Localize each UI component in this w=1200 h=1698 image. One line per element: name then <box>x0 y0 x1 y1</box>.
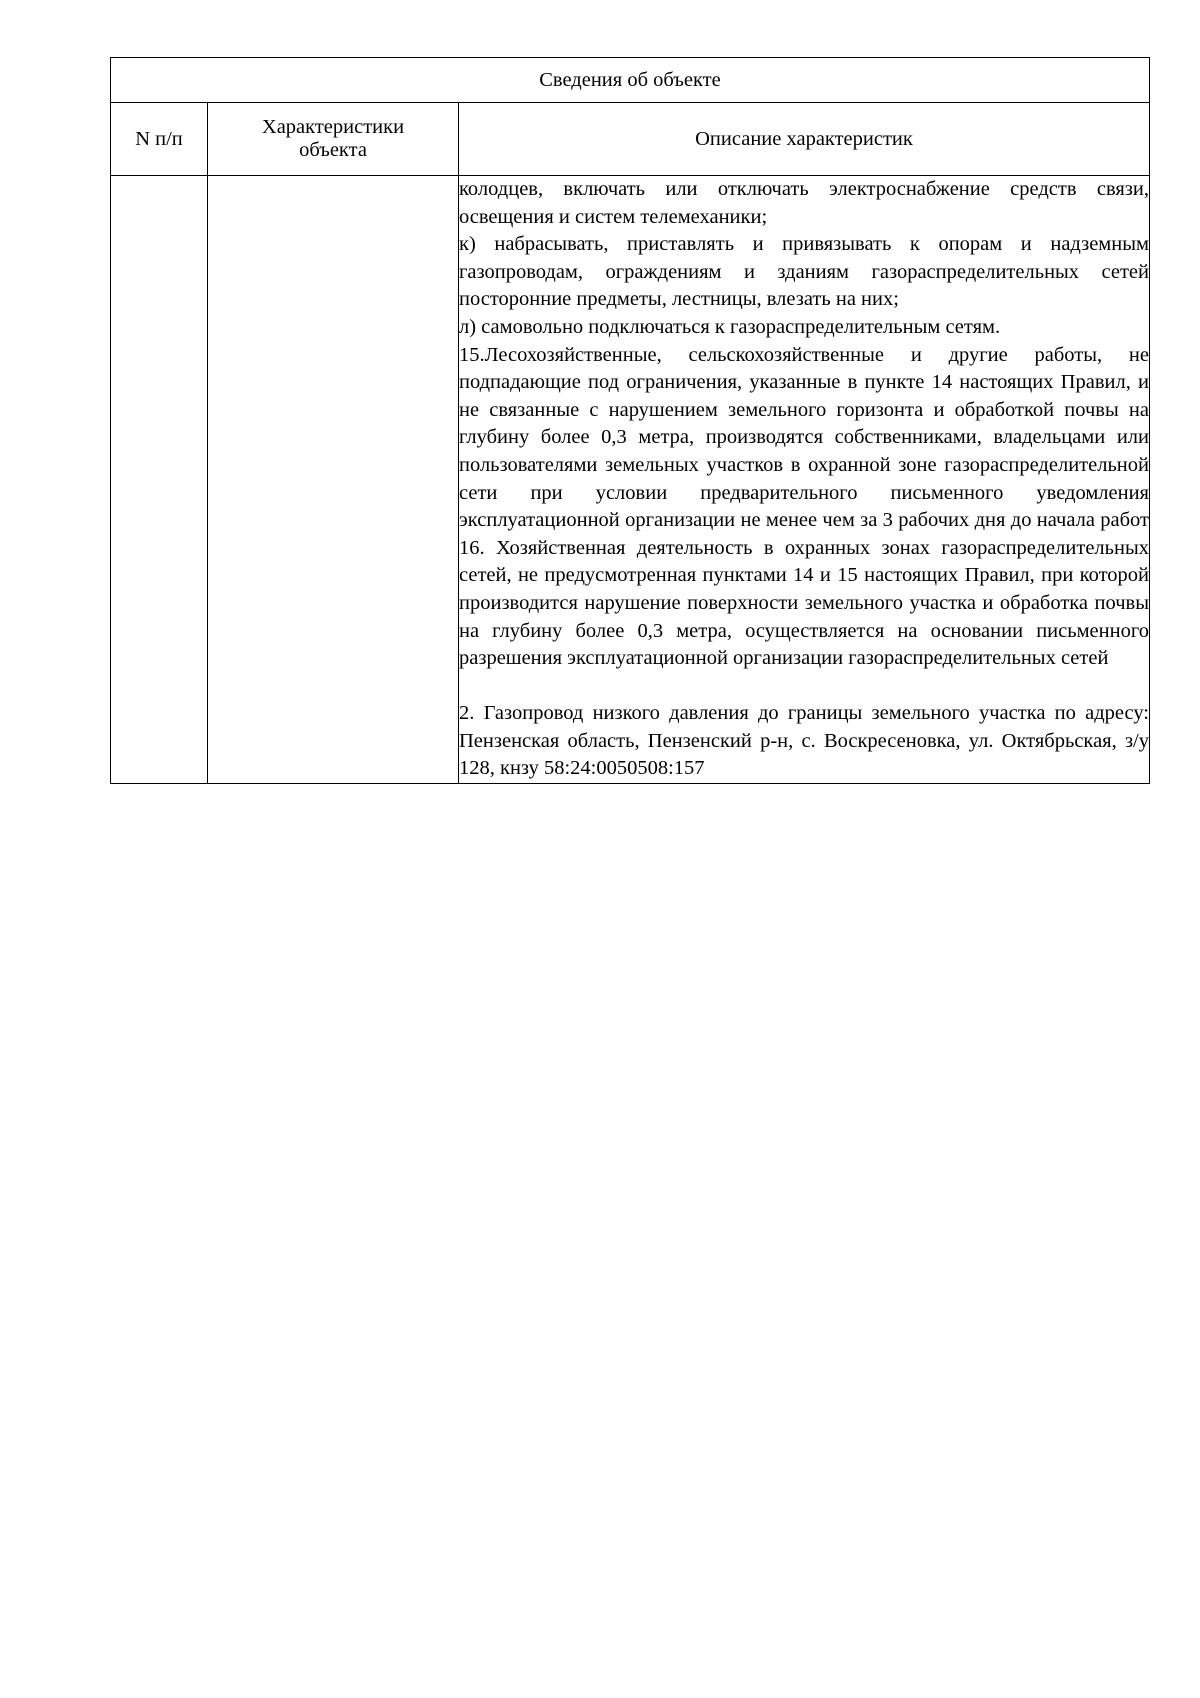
header-characteristics <box>208 103 459 176</box>
header-description: Описание характеристик <box>459 103 1150 176</box>
table-row <box>111 176 1150 784</box>
description-paragraph: л) самовольно подключаться к газораспределительным сетям. <box>459 315 1001 338</box>
table-title-row <box>111 58 1150 103</box>
table-header-row <box>111 103 1150 176</box>
object-info-table <box>110 57 1150 784</box>
row-characteristics-cell <box>208 176 459 784</box>
header-number: N п/п <box>111 103 208 176</box>
paragraph-spacer <box>459 673 1149 701</box>
header-characteristics-label: Характеристики объекта <box>261 116 405 161</box>
description-paragraph: 15.Лесохозяйственные, сельскохозяйственные и другие работы, не подпадающие под ограничения, указанные в пункте 14 настоящих Правил, и не связанные с нарушением земельного горизонта и обработкой почвы на глубину более 0,3 метра, производятся собственниками, владельцами или пользователями земельных участков в охранной зоне газораспределительной сети при условии предварительного письменного уведомления эксплуатационной организации не менее чем за 3 рабочих дня до начала работ 16. Хозяйственная деятельность в охранных зонах газораспределительных сетей, не предусмотренная пунктами 14 и 15 настоящих Правил, при которой производится нарушение поверхности земельного участка и обработка почвы на глубину более 0,3 метра, осуществляется на основании письменного разрешения эксплуатационной организации газораспределительных сетей <box>459 343 1149 670</box>
row-number-cell <box>111 176 208 784</box>
description-paragraph: 2. Газопровод низкого давления до границы земельного участка по адресу: Пензенская область, Пензенский р-н, с. Воскресеновка, ул. Октябрьская, з/у 128, кнзу 58:24:0050508:157 <box>459 702 1149 780</box>
row-description-cell <box>459 176 1150 784</box>
table-title: Сведения об объекте <box>111 58 1150 103</box>
description-paragraph: колодцев, включать или отключать электроснабжение средств связи, освещения и систем телемеханики; <box>459 178 1149 228</box>
description-paragraph: к) набрасывать, приставлять и привязывать к опорам и надземным газопроводам, ограждениям и зданиям газораспределительных сетей посторонние предметы, лестницы, влезать на них; <box>459 233 1149 311</box>
